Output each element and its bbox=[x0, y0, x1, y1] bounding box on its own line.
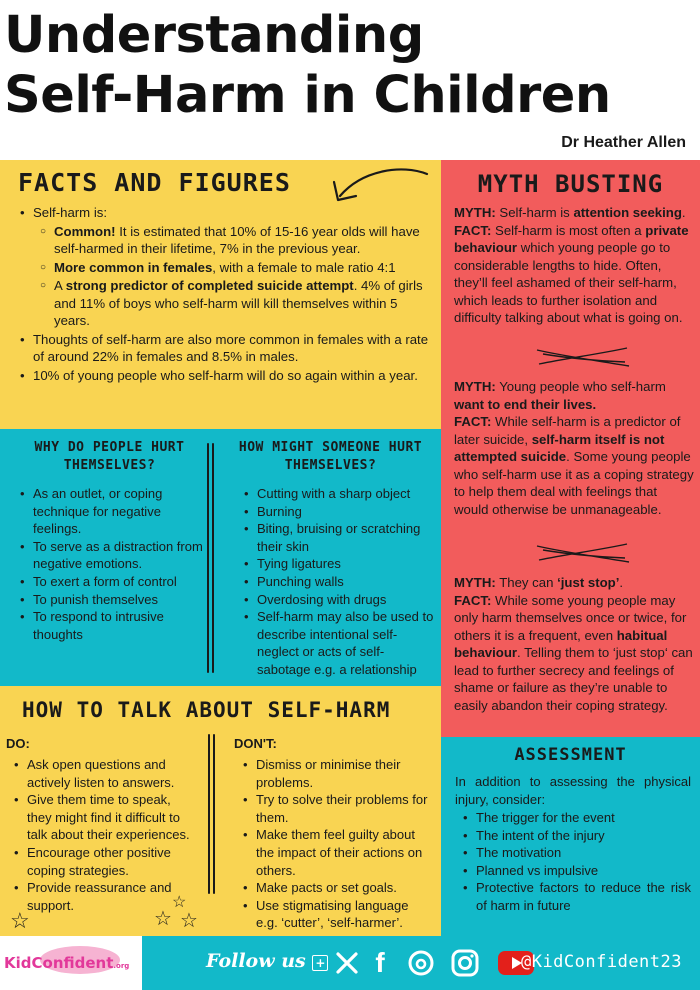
list-item: • Encourage other positive coping strategies. bbox=[14, 844, 194, 879]
x-icon[interactable] bbox=[332, 946, 362, 980]
assessment-heading: ASSESSMENT bbox=[514, 745, 627, 765]
myth-heading: MYTH BUSTING bbox=[477, 170, 664, 198]
myth-2: MYTH: Young people who self-harm want to end their lives. FACT: While self-harm is a predictor of later suicide, self-harm itself is not attempted suicide. Some young people who self-harm use it as a coping strategy to help them deal with feelings that would otherwise be unmanageable. bbox=[454, 379, 694, 517]
list-item: ○ A strong predictor of completed suicide attempt. 4% of girls and 11% of boys who self-harm will kill themselves within 5 years. bbox=[20, 277, 430, 330]
facts-list bbox=[20, 204, 430, 385]
facebook-icon[interactable]: f bbox=[375, 947, 385, 978]
assessment-intro: In addition to assessing the physical injury, consider: bbox=[455, 774, 691, 807]
follow-label: Follow us + bbox=[206, 950, 328, 972]
page-title bbox=[4, 6, 611, 126]
star-icon: ☆ bbox=[154, 908, 172, 930]
list-item: ○ More common in females, with a female to male ratio 4:1 bbox=[20, 259, 430, 277]
list-item: • To serve as a distraction from negative emotions. bbox=[20, 538, 210, 573]
footer-bar bbox=[142, 936, 700, 990]
list-item: • Try to solve their problems for them. bbox=[243, 791, 433, 826]
list-item: • Thoughts of self-harm are also more common in females with a rate of around 22% in females and 8.5% in males. bbox=[20, 331, 430, 366]
talk-heading: HOW TO TALK ABOUT SELF-HARM bbox=[22, 698, 391, 722]
list-item: • 10% of young people who self-harm will do so again within a year. bbox=[20, 367, 430, 385]
talk-panel bbox=[0, 686, 441, 936]
myth-1: MYTH: Self-harm is attention seeking. FACT: Self-harm is most often a private behaviour which young people go to considerable lengths to hide. Often, they’ll feel ashamed of their self-harm, which leads to further isolation and difficulty talking about what is going on. bbox=[454, 205, 689, 325]
instagram-icon[interactable] bbox=[448, 946, 482, 980]
brand-name: KidConfident bbox=[4, 954, 114, 972]
do-label: DO: bbox=[6, 736, 30, 751]
facts-panel bbox=[0, 160, 441, 429]
threads-icon[interactable] bbox=[404, 946, 438, 980]
title-line-2: Self-Harm in Children bbox=[4, 66, 611, 125]
list-item: • As an outlet, or coping technique for negative feelings. bbox=[20, 485, 210, 538]
author: Dr Heather Allen bbox=[561, 134, 686, 151]
column-divider bbox=[207, 443, 214, 673]
assessment-list bbox=[463, 809, 691, 915]
list-item: • The trigger for the event bbox=[463, 809, 691, 827]
how-heading: HOW MIGHT SOMEONE HURT THEMSELVES? bbox=[238, 440, 423, 473]
column-divider bbox=[208, 734, 215, 894]
list-item: • Ask open questions and actively listen to answers. bbox=[14, 756, 194, 791]
list-item: • Protective factors to reduce the risk of harm in future bbox=[463, 879, 691, 914]
list-item: • Use stigmatising language e.g. ‘cutter’, ‘self-harmer’. bbox=[243, 897, 433, 932]
dont-label: DON'T: bbox=[234, 736, 277, 751]
list-item: • Tying ligatures bbox=[244, 555, 434, 573]
dont-list bbox=[243, 756, 433, 932]
list-item: • Self-harm may also be used to describe intentional self-neglect or acts of self-sabotage e.g. a relationship bbox=[244, 608, 434, 678]
scribble-divider-icon bbox=[533, 542, 633, 564]
list-item: • Self-harm is: bbox=[20, 204, 430, 222]
header bbox=[0, 0, 700, 160]
brand-suffix: .org bbox=[113, 962, 130, 970]
why-how-panel bbox=[0, 429, 441, 686]
star-icon: ☆ bbox=[10, 908, 30, 933]
how-list bbox=[244, 485, 434, 679]
myth-panel bbox=[441, 160, 700, 737]
list-item: • To punish themselves bbox=[20, 591, 210, 609]
list-item: • The intent of the injury bbox=[463, 827, 691, 845]
list-item: • To exert a form of control bbox=[20, 573, 210, 591]
star-icon: ☆ bbox=[180, 910, 198, 932]
list-item: • Make pacts or set goals. bbox=[243, 879, 433, 897]
list-item: • Biting, bruising or scratching their skin bbox=[244, 520, 434, 555]
star-icon: ☆ bbox=[172, 894, 187, 911]
list-item: • Provide reassurance and support. bbox=[14, 879, 194, 914]
list-item: • Burning bbox=[244, 503, 434, 521]
list-item: • Punching walls bbox=[244, 573, 434, 591]
list-item: • Planned vs impulsive bbox=[463, 862, 691, 880]
list-item: • Overdosing with drugs bbox=[244, 591, 434, 609]
list-item: • Cutting with a sharp object bbox=[244, 485, 434, 503]
list-item: • The motivation bbox=[463, 844, 691, 862]
do-list bbox=[14, 756, 194, 914]
list-item: • Give them time to speak, they might find it difficult to talk about their experiences. bbox=[14, 791, 194, 844]
brand-logo[interactable] bbox=[0, 936, 142, 990]
title-line-1: Understanding bbox=[4, 6, 424, 65]
social-handle[interactable]: @KidConfident23 bbox=[520, 952, 682, 972]
why-heading: WHY DO PEOPLE HURT THEMSELVES? bbox=[34, 440, 185, 473]
list-item: • To respond to intrusive thoughts bbox=[20, 608, 210, 643]
list-item: ○ Common! It is estimated that 10% of 15-16 year olds will have self-harmed in their lifetime, 7% in the previous year. bbox=[20, 223, 430, 258]
why-list bbox=[20, 485, 210, 643]
myth-3: MYTH: They can ‘just stop’. FACT: While some young people may only harm themselves once or twice, for others it is a frequent, even habitual behaviour. Telling them to ‘just stop‘ can lead to further secrecy and feelings of shame or failure as they’re unable to easily abandon their coping strategy. bbox=[454, 575, 693, 713]
list-item: • Dismiss or minimise their problems. bbox=[243, 756, 433, 791]
facts-heading: FACTS AND FIGURES bbox=[18, 168, 291, 197]
list-item: • Make them feel guilty about the impact of their actions on others. bbox=[243, 826, 433, 879]
assessment-panel bbox=[441, 737, 700, 936]
scribble-divider-icon bbox=[533, 346, 633, 368]
